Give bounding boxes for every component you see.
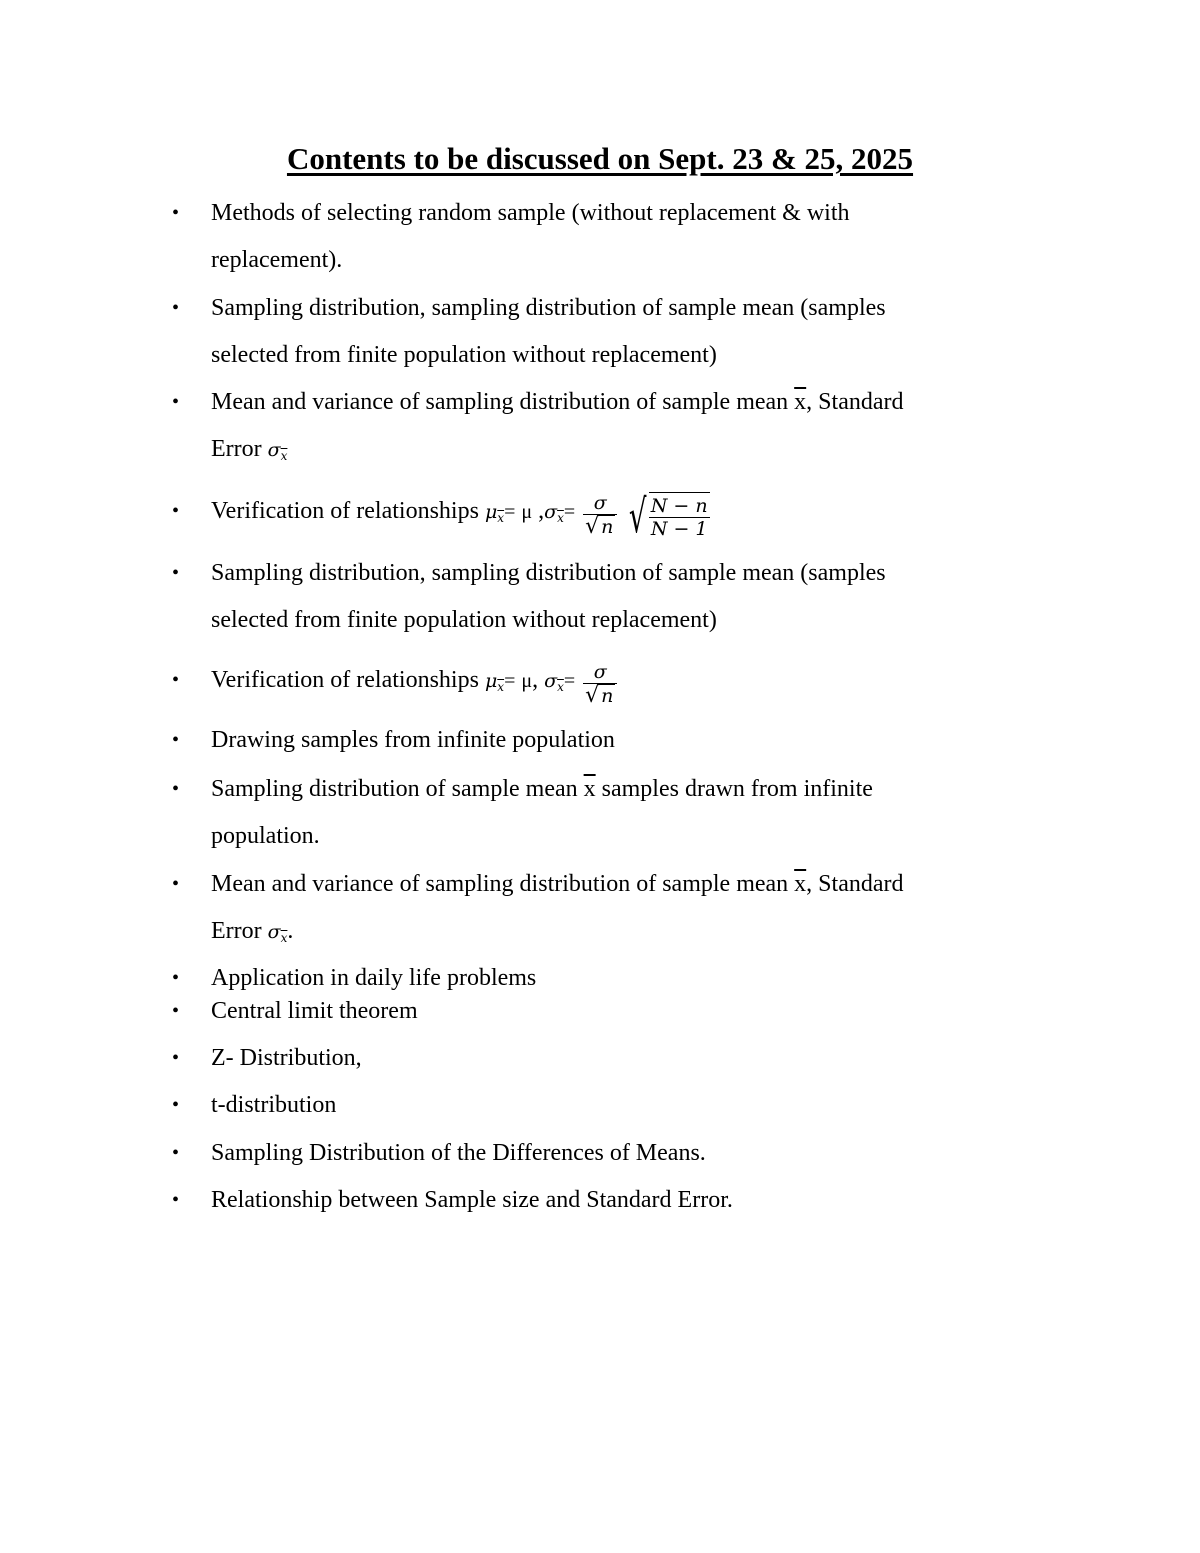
x-bar-symbol: $\overline{x}$ <box>794 871 807 897</box>
item-text-line2: population. <box>211 823 320 849</box>
formula-mean-relation: $\mu_{\overline{x}}$ <box>484 501 505 525</box>
x-bar-symbol: $\overline{x}$ <box>794 389 807 415</box>
item-text-line2: selected from finite population without replacement) <box>211 607 717 633</box>
finite-population-correction: √ $\frac{N - n}{N - 1}$ <box>629 489 708 543</box>
bullet: • <box>172 778 180 800</box>
bullet: • <box>172 873 180 895</box>
item-text-line1-after: , Standard <box>806 871 904 897</box>
item-text: t-distribution <box>211 1092 337 1118</box>
item-text-line1-after: samples drawn from infinite <box>595 776 873 802</box>
item-text-line1: Mean and variance of sampling distribution of sample mean <box>211 389 795 415</box>
bullet: • <box>172 500 180 522</box>
item-text-line2: Error <box>211 918 268 944</box>
bullet: • <box>172 297 180 319</box>
item-text: Drawing samples from infinite population <box>211 727 615 753</box>
x-bar-symbol: $\overline{x}$ <box>583 776 596 802</box>
bullet: • <box>172 562 180 584</box>
bullet: • <box>172 391 180 413</box>
formula-se-relation: $\sigma_{\overline{x}}$ <box>544 670 564 694</box>
formula-mean-relation: $\mu_{\overline{x}}$ <box>484 670 505 694</box>
item-text: Z- Distribution, <box>211 1045 362 1071</box>
item-text-line1: Sampling distribution, sampling distribution of sample mean (samples <box>211 295 886 321</box>
sigma-over-root-n: $\frac{\sigma}{√ n}$ <box>583 492 617 538</box>
bullet: • <box>172 729 180 751</box>
item-text-line2: selected from finite population without replacement) <box>211 342 717 368</box>
bullet: • <box>172 967 180 989</box>
bullet: • <box>172 669 180 691</box>
bullet: • <box>172 202 180 224</box>
formula-se-relation: $\sigma_{\overline{x}}$ <box>544 501 564 525</box>
item-text-line1: Sampling distribution, sampling distribution of sample mean (samples <box>211 560 886 586</box>
item-text: Verification of relationships <box>211 498 485 524</box>
bullet: • <box>172 1142 180 1164</box>
item-text-line2: Error <box>211 436 268 462</box>
sigma-over-root-n: $\frac{\sigma}{√ n}$ <box>583 661 617 707</box>
item-text: Sampling Distribution of the Differences of Means. <box>211 1140 706 1166</box>
item-text: Application in daily life problems <box>211 965 537 991</box>
item-text: Central limit theorem <box>211 998 418 1024</box>
bullet: • <box>172 1047 180 1069</box>
standard-error-symbol: $\sigma_{\overline{x}}$ <box>267 439 288 463</box>
bullet: • <box>172 1189 180 1211</box>
standard-error-symbol: $\sigma_{\overline{x}}$ <box>267 921 288 945</box>
bullet: • <box>172 1094 180 1116</box>
item-text-line1: Sampling distribution of sample mean <box>211 776 584 802</box>
item-text: Relationship between Sample size and Standard Error. <box>211 1187 733 1213</box>
item-text-line1: Mean and variance of sampling distribution of sample mean <box>211 871 795 897</box>
item-text-line2: replacement). <box>211 247 343 273</box>
item-text-line1-after: , Standard <box>806 389 904 415</box>
page-title: Contents to be discussed on Sept. 23 & 25, 2025 <box>286 141 914 176</box>
bullet: • <box>172 1000 180 1022</box>
item-text-line1: Methods of selecting random sample (without replacement & with <box>211 200 850 226</box>
item-text: Verification of relationships <box>211 667 485 693</box>
